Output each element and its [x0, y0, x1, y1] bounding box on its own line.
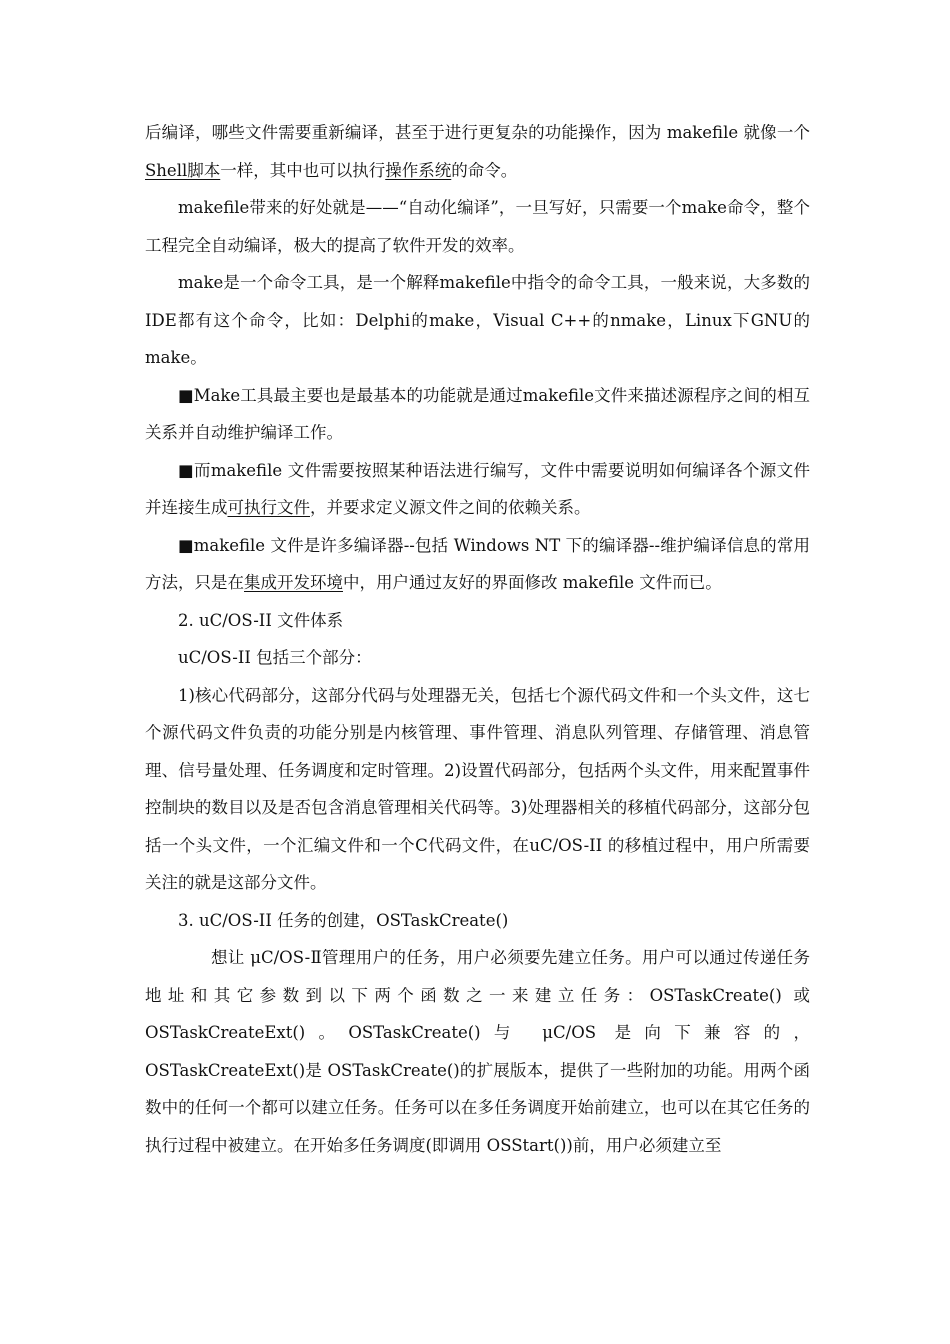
paragraph-make-tool: make是一个命令工具，是一个解释makefile中指令的命令工具，一般来说，大多数的IDE都有这个命令，比如：Delphi的make，Visual C++的nmake，Linux下GNU的make。 — [145, 273, 810, 367]
executable-file-link[interactable]: 可执行文件 — [227, 498, 310, 517]
bullet-text: ，并要求定义源文件之间的依赖关系。 — [310, 498, 591, 517]
paragraph-text: 一样，其中也可以执行 — [220, 160, 386, 180]
paragraph-makefile-intro — [145, 114, 810, 189]
paragraph-makefile-benefit: makefile带来的好处就是——“自动化编译”，一旦写好，只需要一个make命令，整个工程完全自动编译，极大的提高了软件开发的效率。 — [145, 198, 810, 255]
bullet-text: Make工具最主要也是最基本的功能就是通过makefile文件来描述源程序之间的相互关系并自动维护编译工作。 — [145, 385, 810, 442]
square-bullet-icon: ■ — [178, 385, 194, 405]
paragraph-text: 后编译，哪些文件需要重新编译，甚至于进行更复杂的功能操作，因为 makefile 就像一个 — [145, 123, 810, 142]
paragraph-task-creation: 想让 μC/OS-Ⅱ管理用户的任务，用户必须要先建立任务。用户可以通过传递任务地址和其它参数到以下两个函数之一来建立任务：OSTaskCreate() 或 OSTaskCreateExt()。OSTaskCreate()与 μC/OS 是向下兼容的，OSTaskCreateExt()是 OSTaskCreate()的扩展版本，提供了一些附加的功能。用两个函数中的任何一个都可以建立任务。任务可以在多任务调度开始前建立，也可以在其它任务的执行过程中被建立。在开始多任务调度(即调用 OSStart())前，用户必须建立至 — [145, 948, 810, 1155]
paragraph-three-parts: uC/OS-II 包括三个部分： — [178, 648, 372, 667]
bullet-text: 中，用户通过友好的界面修改 makefile 文件而已。 — [343, 573, 722, 592]
shell-script-link[interactable]: Shell脚本 — [145, 160, 221, 180]
section-heading-file-system: 2. uC/OS-II 文件体系 — [178, 610, 344, 630]
operating-system-link[interactable]: 操作系统 — [385, 160, 452, 180]
document-body — [145, 114, 810, 1164]
bullet-item-make-function — [145, 377, 810, 452]
square-bullet-icon: ■ — [178, 460, 194, 480]
section-heading-task-create: 3. uC/OS-II 任务的创建，OSTaskCreate() — [178, 910, 509, 930]
bullet-text: 而makefile 文件需要按照某种语法进行编写，文件中需要说明如何编译各个源文件并连接生成 — [145, 460, 810, 517]
paragraph-code-parts: 1)核心代码部分，这部分代码与处理器无关，包括七个源代码文件和一个头文件，这七个源代码文件负责的功能分别是内核管理、事件管理、消息队列管理、存储管理、消息管理、信号量处理、任务调度和定时管理。2)设置代码部分，包括两个头文件，用来配置事件控制块的数目以及是否包含消息管理相关代码等。3)处理器相关的移植代码部分，这部分包括一个头文件，一个汇编文件和一个C代码文件，在uC/OS-II 的移植过程中，用户所需要关注的就是这部分文件。 — [145, 685, 810, 892]
bullet-text: makefile 文件是许多编译器--包括 Windows NT 下的编译器--维护编译信息的常用方法，只是在 — [145, 535, 810, 592]
square-bullet-icon: ■ — [178, 535, 194, 555]
bullet-item-makefile-syntax — [145, 452, 810, 527]
paragraph-text: 的命令。 — [451, 160, 518, 180]
ide-link[interactable]: 集成开发环境 — [244, 573, 343, 592]
bullet-item-makefile-method — [145, 527, 810, 602]
